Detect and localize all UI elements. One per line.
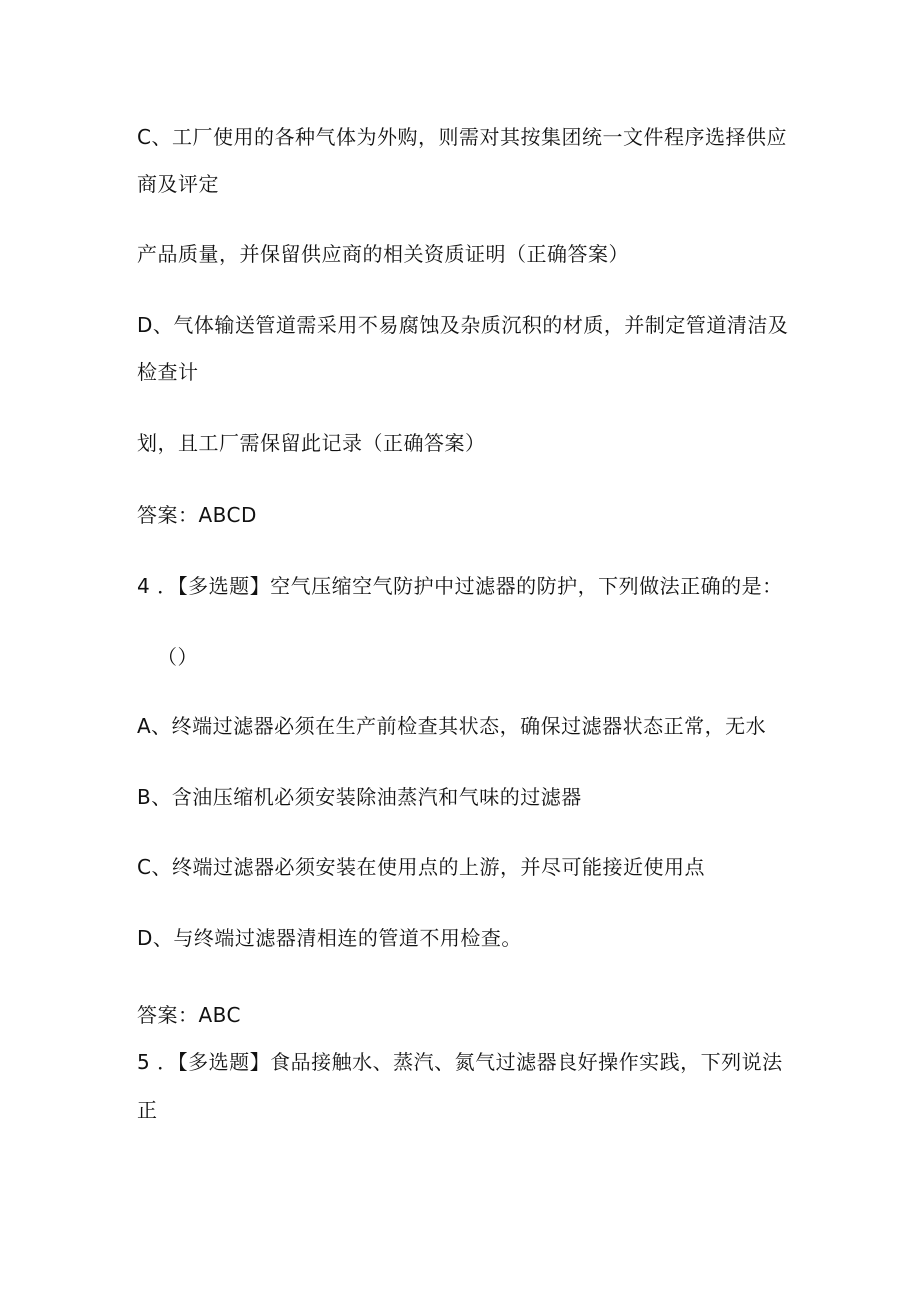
- q4-option-b: B、含油压缩机必须安装除油蒸汽和气味的过滤器: [137, 785, 582, 809]
- question-5-title-cont: 正: [137, 1098, 158, 1122]
- q4-option-d: D、与终端过滤器清相连的管道不用检查。: [137, 926, 522, 950]
- question-4-blank: （）: [157, 645, 198, 669]
- option-c-line-2: 商及评定: [137, 172, 219, 196]
- q4-option-a: A、终端过滤器必须在生产前检查其状态，确保过滤器状态正常，无水: [137, 714, 767, 738]
- option-c-line-1: C、工厂使用的各种气体为外购，则需对其按集团统一文件程序选择供应: [137, 125, 787, 149]
- option-d-line-2: 检查计: [137, 360, 199, 384]
- question-5-title: 5 ．【多选题】食品接触水、蒸汽、氮气过滤器良好操作实践，下列说法: [137, 1050, 783, 1074]
- option-d-line-1: D、气体输送管道需采用不易腐蚀及杂质沉积的材质，并制定管道清洁及: [137, 313, 789, 337]
- answer-q3: 答案：ABCD: [137, 503, 257, 527]
- option-c-line-3: 产品质量，并保留供应商的相关资质证明（正确答案）: [137, 242, 629, 266]
- answer-q4: 答案：ABC: [137, 1003, 242, 1027]
- question-4-title: 4 ．【多选题】空气压缩空气防护中过滤器的防护，下列做法正确的是：: [137, 574, 783, 598]
- option-d-line-3: 划，且工厂需保留此记录（正确答案）: [137, 431, 486, 455]
- q4-option-c: C、终端过滤器必须安装在使用点的上游，并尽可能接近使用点: [137, 855, 705, 879]
